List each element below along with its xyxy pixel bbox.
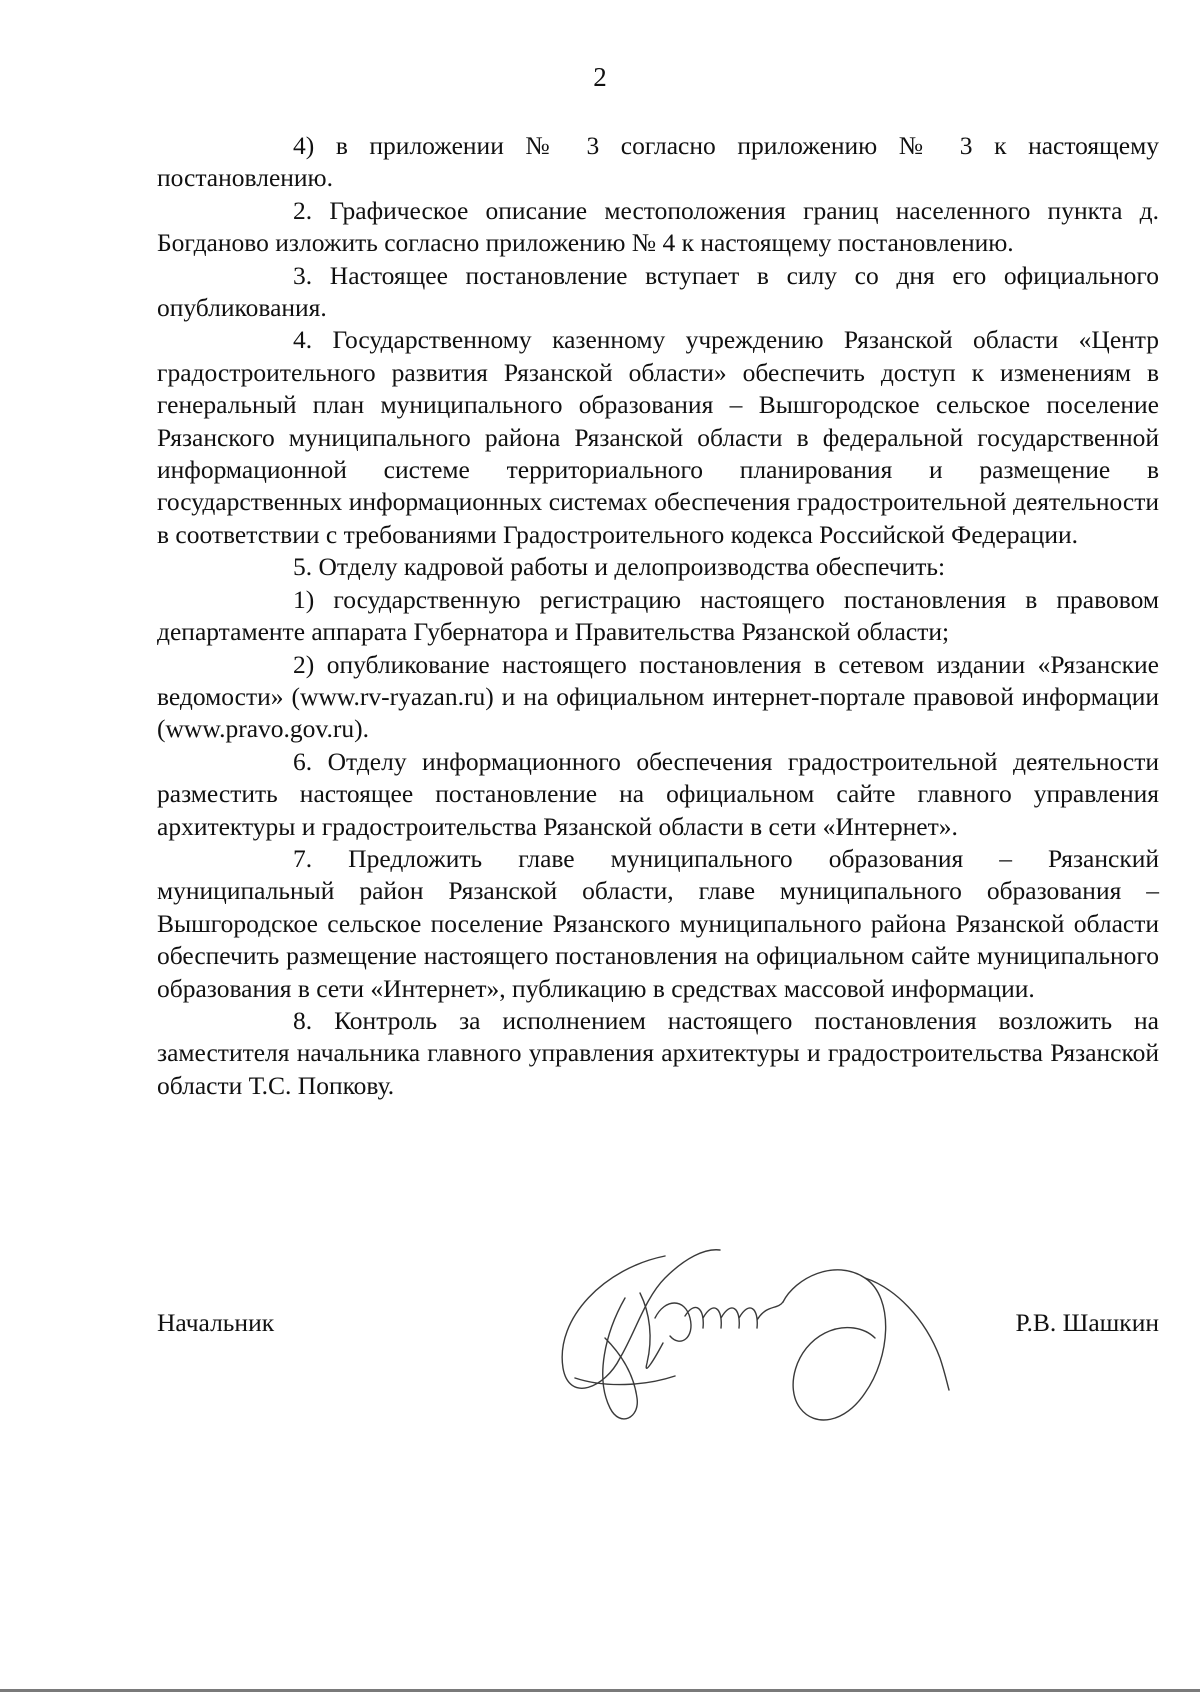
paragraph-5-1 [157, 584, 1159, 649]
paragraph-number: 1) [293, 584, 315, 614]
paragraph-8 [157, 1005, 1159, 1102]
signatory-title: Начальник [157, 1308, 275, 1337]
paragraph-text: Графическое описание местоположения границ населенного пункта д. Богданово изложить согласно приложению № 4 к настоящему постановлению. [157, 195, 1160, 258]
paragraph-number: 7. [293, 843, 313, 873]
paragraph-5 [157, 551, 1159, 583]
paragraph-number: 5. [293, 552, 313, 582]
paragraph-number: 6. [293, 746, 313, 776]
paragraph-number: 8. [293, 1005, 313, 1035]
paragraph-3 [157, 260, 1159, 325]
paragraph-4 [157, 324, 1159, 551]
paragraph-5-2 [157, 649, 1159, 746]
bottom-border-line [0, 1689, 1200, 1692]
paragraph-text: Государственному казенному учреждению Рязанской области «Центр градостроительного развития Рязанской области» обеспечить доступ к изменениям в генеральный план муниципального образования – Вышгородское сельское поселение Рязанского муниципального района Рязанской области в федеральной государственной информационной системе территориального планирования и размещение в государственных информационных системах обеспечения градостроительной деятельности в соответствии с требованиями Градостроительного кодекса Российской Федерации. [157, 325, 1160, 549]
paragraph-number: 3. [293, 260, 313, 290]
paragraph-number: 2) [293, 649, 315, 679]
paragraph-item-4-sub [157, 130, 1159, 195]
paragraph-7 [157, 843, 1159, 1005]
paragraph-text: Отделу кадровой работы и делопроизводства обеспечить: [318, 552, 946, 582]
paragraph-number: 2. [293, 195, 313, 225]
signatory-name: Р.В. Шашкин [1015, 1308, 1159, 1337]
paragraph-text: Отделу информационного обеспечения градостроительной деятельности разместить настоящее постановление на официальном сайте главного управления архитектуры и градостроительства Рязанской области в сети «Интернет». [157, 746, 1159, 841]
page-number: 2 [593, 62, 607, 92]
paragraph-text: Настоящее постановление вступает в силу со дня его официального опубликования. [157, 260, 1159, 323]
paragraph-text: государственную регистрацию настоящего постановления в правовом департаменте аппарата Губернатора и Правительства Рязанской области; [157, 584, 1159, 647]
paragraph-text: Предложить главе муниципального образования – Рязанский муниципальный район Рязанской области, главе муниципального образования – Вышгородское сельское поселение Рязанского муниципального района Рязанской области обеспечить размещение настоящего постановления на официальном сайте муниципального образования в сети «Интернет», публикацию в средствах массовой информации. [157, 843, 1160, 1003]
paragraph-6 [157, 746, 1159, 843]
paragraph-text: в приложении № 3 согласно приложению № 3 к настоящему постановлению. [157, 131, 1159, 193]
paragraph-number: 4. [293, 325, 313, 355]
paragraph-2 [157, 195, 1159, 260]
paragraph-text: опубликование настоящего постановления в сетевом издании «Рязанские ведомости» (www.rv-ryazan.ru) и на официальном интернет-портале правовой информации (www.pravo.gov.ru). [157, 649, 1159, 744]
signature-block [157, 1300, 1159, 1340]
paragraph-number: 4) [293, 131, 315, 160]
document-body [157, 130, 1159, 1102]
paragraph-text: Контроль за исполнением настоящего постановления возложить на заместителя начальника главного управления архитектуры и градостроительства Рязанской области Т.С. Попкову. [157, 1005, 1160, 1100]
